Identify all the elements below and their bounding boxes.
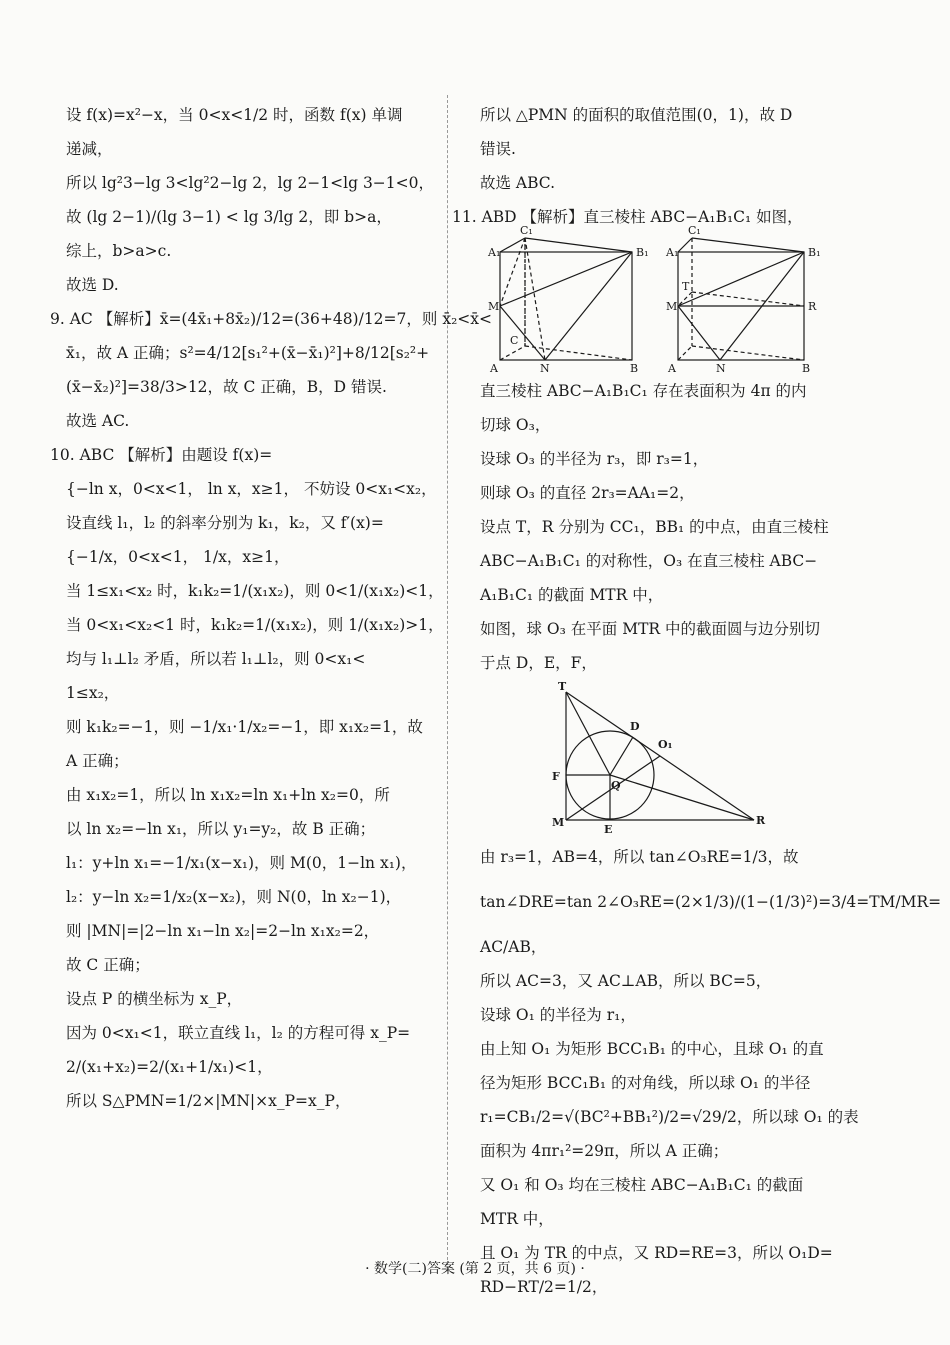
text-line: 所以 lg²3−lg 3<lg²2−lg 2，lg 2−1<lg 3−1<0， — [66, 174, 435, 192]
label: A₁ — [488, 246, 501, 259]
text-line: 设球 O₁ 的半径为 r₁， — [480, 1006, 636, 1024]
label: B₁ — [808, 246, 821, 259]
text-line: 又 O₁ 和 O₃ 均在三棱柱 ABC−A₁B₁C₁ 的截面 — [480, 1176, 804, 1194]
label: O₁ — [658, 738, 673, 751]
label: A — [668, 362, 676, 375]
text-line: 面积为 4πr₁²=29π，所以 A 正确； — [480, 1142, 729, 1160]
piecewise-derivative: {−1/x，0<x<1， 1/x，x≥1， — [66, 548, 290, 566]
text-line: 切球 O₃， — [480, 416, 551, 434]
label: B — [630, 362, 639, 375]
text-line: 2/(x₁+x₂)=2/(x₁+1/x₁)<1， — [66, 1058, 273, 1076]
label: R — [808, 300, 817, 313]
text-line: RD−RT/2=1/2， — [480, 1278, 608, 1296]
label: N — [540, 362, 550, 375]
text-line: 且 O₁ 为 TR 的中点，又 RD=RE=3，所以 O₁D= — [480, 1244, 833, 1262]
label: F — [552, 770, 560, 783]
label: R — [756, 814, 766, 827]
text-line: l₁：y+ln x₁=−1/x₁(x−x₁)，则 M(0，1−ln x₁)， — [66, 854, 417, 872]
text-line: 设点 P 的横坐标为 x_P， — [66, 990, 243, 1008]
label: A₁ — [666, 246, 679, 259]
label: C — [510, 334, 519, 347]
label: N — [716, 362, 726, 375]
text-line: 如图，球 O₃ 在平面 MTR 中的截面圆与边分别切 — [480, 620, 821, 638]
text-line: A₁B₁C₁ 的截面 MTR 中， — [480, 586, 664, 604]
text-line: tan∠DRE=tan 2∠O₃RE=(2×1/3)/(1−(1/3)²)=3/4=TM/MR= — [480, 893, 942, 911]
column-divider — [447, 95, 448, 1270]
text-line: 故选 ABC. — [480, 174, 556, 192]
text-line: 由上知 O₁ 为矩形 BCC₁B₁ 的中心，且球 O₁ 的直 — [480, 1040, 824, 1058]
text-line: 所以 AC=3，又 AC⊥AB，所以 BC=5， — [480, 972, 772, 990]
left-column — [50, 98, 492, 1118]
label: T — [682, 280, 690, 293]
text-line: 故选 AC. — [66, 412, 130, 430]
text-line: 所以 S△PMN=1/2×|MN|×x_P=x_P， — [66, 1092, 351, 1110]
label: B — [802, 362, 811, 375]
text-line: 径为矩形 BCC₁B₁ 的对角线，所以球 O₁ 的半径 — [480, 1074, 811, 1092]
problem-11-heading: 11. ABD 【解析】直三棱柱 ABC−A₁B₁C₁ 如图， — [452, 208, 803, 226]
label: M — [552, 816, 565, 829]
text-line: 设 f(x)=x²−x，当 0<x<1/2 时，函数 f(x) 单调 — [66, 106, 403, 124]
text-line: A 正确； — [66, 752, 129, 770]
text-line: 均与 l₁⊥l₂ 矛盾，所以若 l₁⊥l₂，则 0<x₁< — [66, 650, 366, 668]
text-line: (x̄−x̄₂)²]=38/3>12，故 C 正确，B，D 错误. — [66, 378, 387, 396]
text-line: ABC−A₁B₁C₁ 的对称性，O₃ 在直三棱柱 ABC− — [480, 552, 818, 570]
label: B₁ — [636, 246, 649, 259]
label: E — [604, 823, 613, 836]
text-line: 故 (lg 2−1)/(lg 3−1) < lg 3/lg 2，即 b>a， — [66, 208, 392, 226]
triangle-circle-figure — [480, 680, 852, 840]
text-line: 综上，b>a>c. — [66, 242, 172, 260]
text-line: 因为 0<x₁<1，联立直线 l₁，l₂ 的方程可得 x_P= — [66, 1024, 411, 1042]
text-line: 1≤x₂， — [66, 684, 120, 702]
prism-figures — [480, 224, 852, 375]
text-line: 递减， — [66, 140, 113, 158]
text-line: 当 0<x₁<x₂<1 时，k₁k₂=1/(x₁x₂)，则 1/(x₁x₂)>1， — [66, 616, 444, 634]
label: C₁ — [520, 224, 533, 237]
text-line: 设直线 l₁，l₂ 的斜率分别为 k₁，k₂，又 f′(x)= — [66, 514, 384, 532]
text-line: 设球 O₃ 的半径为 r₃，即 r₃=1， — [480, 450, 709, 468]
text-line: 直三棱柱 ABC−A₁B₁C₁ 存在表面积为 4π 的内 — [480, 382, 807, 400]
text-line: 以 ln x₂=−ln x₁，所以 y₁=y₂，故 B 正确； — [66, 820, 376, 838]
text-line: l₂：y−ln x₂=1/x₂(x−x₂)，则 N(0，ln x₂−1)， — [66, 888, 402, 906]
text-line: 所以 △PMN 的面积的取值范围(0，1)，故 D — [480, 106, 793, 124]
problem-10-heading: 10. ABC 【解析】由题设 f(x)= — [50, 446, 273, 464]
text-line: 则球 O₃ 的直径 2r₃=AA₁=2， — [480, 484, 695, 502]
page-footer: · 数学(二)答案 (第 2 页，共 6 页) · — [365, 1261, 585, 1277]
label: C₁ — [688, 224, 701, 237]
text-line: 则 |MN|=|2−ln x₁−ln x₂|=2−ln x₁x₂=2， — [66, 922, 380, 940]
text-line: 故 C 正确； — [66, 956, 150, 974]
prism-right-figure — [665, 224, 821, 375]
label: M — [488, 300, 500, 313]
label: Q — [611, 779, 621, 792]
text-line: 则 k₁k₂=−1，则 −1/x₁·1/x₂=−1，即 x₁x₂=1，故 — [66, 718, 423, 736]
text-line: 由 x₁x₂=1，所以 ln x₁x₂=ln x₁+ln x₂=0，所 — [66, 786, 390, 804]
label: A — [490, 362, 498, 375]
problem-9-heading: 9. AC 【解析】x̄=(4x̄₁+8x̄₂)/12=(36+48)/12=7，则 x̄₂<x̄< — [50, 310, 492, 328]
text-line: MTR 中， — [480, 1210, 554, 1228]
label: D — [630, 720, 640, 733]
text-line: AC/AB， — [480, 938, 547, 956]
text-line: x̄₁，故 A 正确；s²=4/12[s₁²+(x̄−x̄₁)²]+8/12[s₂²+ — [66, 344, 430, 362]
text-line: 错误. — [480, 140, 516, 158]
piecewise-function: {−ln x，0<x<1， ln x，x≥1， 不妨设 0<x₁<x₂， — [66, 480, 437, 498]
text-line: 故选 D. — [66, 276, 119, 294]
text-line: 由 r₃=1，AB=4，所以 tan∠O₃RE=1/3，故 — [480, 848, 799, 866]
text-line: 当 1≤x₁<x₂ 时，k₁k₂=1/(x₁x₂)，则 0<1/(x₁x₂)<1， — [66, 582, 444, 600]
label: M — [666, 300, 678, 313]
text-line: 于点 D，E，F， — [480, 654, 597, 672]
text-line: 设点 T，R 分别为 CC₁，BB₁ 的中点，由直三棱柱 — [480, 518, 829, 536]
label: T — [558, 680, 567, 693]
text-line: r₁=CB₁/2=√(BC²+BB₁²)/2=√29/2，所以球 O₁ 的表 — [480, 1108, 859, 1126]
prism-left-figure — [487, 224, 649, 375]
